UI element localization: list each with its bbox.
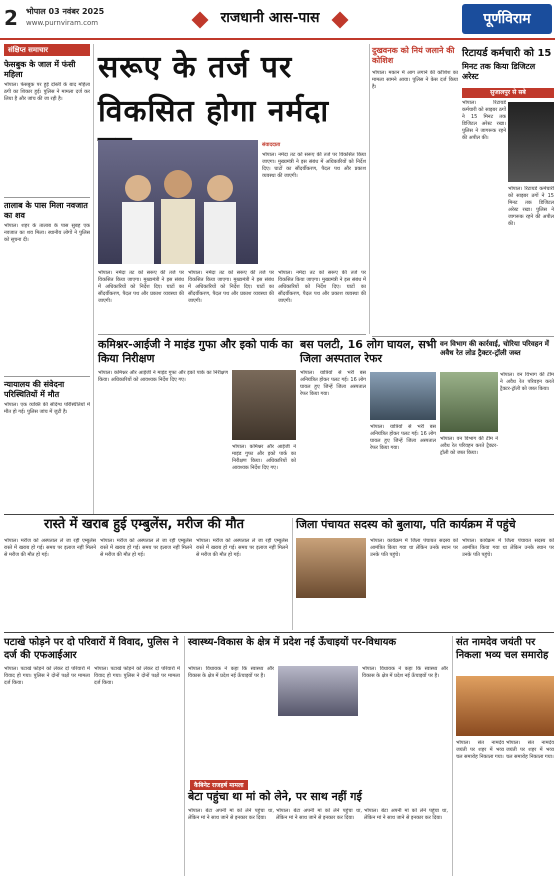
commissioner-headline[interactable]: कमिश्नर-आईजी ने माइंड गुफा और इको पार्क का किया निरीक्षण xyxy=(98,338,293,365)
brief-headline-1[interactable]: फेसबुक के जाल में फंसी महिला xyxy=(4,60,76,79)
brief-headline-3[interactable]: न्यायालय की संवेदना परिस्थितियों में मौत xyxy=(4,380,65,399)
namdev-photo xyxy=(456,676,554,736)
commissioner-text: भोपाल। कमिश्नर और आईजी ने माइंड गुफा और इको पार्क का निरीक्षण किया। अधिकारियों को आवश्यक निर्देश दिए गए। xyxy=(98,370,228,383)
lead-photo xyxy=(98,140,258,264)
district-text: भोपाल। कार्यक्रम में जिला पंचायत सदस्य को आमंत्रित किया गया था लेकिन उनके स्थान पर उनके पति पहुंचे। xyxy=(370,538,458,558)
forest-text: भोपाल। वन विभाग की टीम ने अवैध रेत परिवहन करते ट्रैक्टर-ट्रॉली को जब्त किया। xyxy=(500,372,554,392)
page-header xyxy=(0,0,555,40)
site-url[interactable]: www.purnviram.com xyxy=(26,19,99,27)
brief-text-2: भोपाल। शहर के तालाब के पास सुबह एक नवजात का शव मिला। स्थानीय लोगों ने पुलिस को सूचना दी। xyxy=(4,223,90,243)
brief-headline-2[interactable]: तालाब के पास मिला नवजात का शव xyxy=(4,201,88,220)
divider xyxy=(98,334,366,335)
divider xyxy=(4,632,554,633)
divider xyxy=(372,336,554,337)
column-rule xyxy=(369,44,370,334)
bus-text: भोपाल। यात्रियों से भरी बस अनियंत्रित होकर पलट गई। 16 लोग घायल हुए जिन्हें जिला अस्पताल रेफर किया गया। xyxy=(300,370,366,397)
brief-text-1: भोपाल। फेसबुक पर हुई दोस्ती के बाद महिला ठगी का शिकार हुई। पुलिस ने मामला दर्ज कर लिया है और जांच की जा रही है। xyxy=(4,82,90,102)
divider xyxy=(4,376,90,377)
digital-arrest-headline-1[interactable]: रिटायर्ड कर्मचारी को 15 xyxy=(462,48,552,59)
ambulance-text-3: भोपाल। मरीज को अस्पताल ले जा रही एम्बुलेंस रास्ते में खराब हो गई। समय पर इलाज नहीं मिलने से मरीज की मौत हो गई। xyxy=(196,538,288,558)
son-mother-text: भोपाल। बेटा अपनी मां को लेने पहुंचा था, लेकिन मां ने साथ जाने से इनकार कर दिया। xyxy=(188,808,274,821)
left-column xyxy=(4,44,90,514)
son-mother-text-3: भोपाल। बेटा अपनी मां को लेने पहुंचा था, लेकिन मां ने साथ जाने से इनकार कर दिया। xyxy=(364,808,448,821)
digital-arrest-subhead: सुजालपुर से सबे xyxy=(462,88,554,98)
forest-photo xyxy=(440,372,498,432)
digital-arrest-text: भोपाल। रिटायर्ड कर्मचारी को साइबर ठगों ने 15 मिनट तक डिजिटल अरेस्ट रखा। पुलिस ने जागरूक रहने की अपील की। xyxy=(462,100,506,141)
right-brief-text: भोपाल। मकान में आग लगाने की कोशिश का मामला सामने आया। पुलिस ने केस दर्ज किया है। xyxy=(372,70,458,90)
firecracker-headline[interactable]: पटाखे फोड़ने पर दो परिवारों में विवाद, पुलिस ने दर्ज की एफआईआर xyxy=(4,637,179,661)
place-date: भोपाल 03 नवंबर 2025 xyxy=(26,7,105,16)
son-mother-headline[interactable]: बेटा पहुंचा था मां को लेने, पर साथ नहीं गई xyxy=(188,790,362,803)
forest-headline[interactable]: वन विभाग की कार्रवाई, चोरिया परिवहन में अवैध रेत लोड ट्रैक्टर-ट्रॉली जब्त xyxy=(440,340,549,357)
lead-byline: संवाददाता xyxy=(262,142,281,148)
health-photo xyxy=(278,666,358,716)
district-text-2: भोपाल। कार्यक्रम में जिला पंचायत सदस्य को आमंत्रित किया गया था लेकिन उनके स्थान पर उनके पति पहुंचे। xyxy=(462,538,554,558)
namdev-headline[interactable]: संत नामदेव जयंती पर निकला भव्य चल समारोह xyxy=(456,637,549,661)
commissioner-text-2: भोपाल। कमिश्नर और आईजी ने माइंड गुफा और इको पार्क का निरीक्षण किया। अधिकारियों को आवश्यक निर्देश दिए गए। xyxy=(232,444,296,471)
ambulance-headline[interactable]: रास्ते में खराब हुई एम्बुलेंस, मरीज की मौत xyxy=(44,517,245,532)
column-rule xyxy=(184,636,185,876)
column-rule xyxy=(292,518,293,630)
health-headline[interactable]: स्वास्थ्य-विकास के क्षेत्र में प्रदेश नई ऊँचाइयों पर-विधायक xyxy=(188,637,397,648)
digital-arrest-text-2: भोपाल। रिटायर्ड कर्मचारी को साइबर ठगों ने 15 मिनट तक डिजिटल अरेस्ट रखा। पुलिस ने जागरूक रहने की अपील की। xyxy=(508,186,554,227)
forest-text-2: भोपाल। वन विभाग की टीम ने अवैध रेत परिवहन करते ट्रैक्टर-ट्रॉली को जब्त किया। xyxy=(440,436,498,456)
section-title: राजधानी आस-पास xyxy=(190,8,350,32)
column-rule xyxy=(452,636,453,876)
firecracker-text-2: भोपाल। पटाखे फोड़ने को लेकर दो परिवारों में विवाद हो गया। पुलिस ने दोनों पक्षों पर मामला दर्ज किया। xyxy=(94,666,180,686)
lead-text-col2: भोपाल। नर्मदा तट को सरूए की तर्ज पर विकसित किया जाएगा। मुख्यमंत्री ने इस संबंध में अधिकारियों को निर्देश दिए। घाटों का सौंदर्यीकरण, पैदल पथ और प्रकाश व्यवस्था की जाएगी। xyxy=(188,270,274,304)
health-text: भोपाल। विधायक ने कहा कि स्वास्थ्य और विकास के क्षेत्र में प्रदेश नई ऊँचाइयों पर है। xyxy=(188,666,274,679)
ambulance-text: भोपाल। मरीज को अस्पताल ले जा रही एम्बुलेंस रास्ते में खराब हो गई। समय पर इलाज नहीं मिलने से मरीज की मौत हो गई। xyxy=(4,538,96,558)
lead-text-col1: भोपाल। नर्मदा तट को सरूए की तर्ज पर विकसित किया जाएगा। मुख्यमंत्री ने इस संबंध में अधिकारियों को निर्देश दिए। घाटों का सौंदर्यीकरण, पैदल पथ और प्रकाश व्यवस्था की जाएगी। xyxy=(98,270,184,304)
ambulance-text-2: भोपाल। मरीज को अस्पताल ले जा रही एम्बुलेंस रास्ते में खराब हो गई। समय पर इलाज नहीं मिलने से मरीज की मौत हो गई। xyxy=(100,538,192,558)
health-text-2: भोपाल। विधायक ने कहा कि स्वास्थ्य और विकास के क्षेत्र में प्रदेश नई ऊँचाइयों पर है। xyxy=(362,666,448,679)
column-rule xyxy=(93,44,94,514)
district-headline[interactable]: जिला पंचायत सदस्य को बुलाया, पति कार्यक्रम में पहुंचे xyxy=(296,518,516,531)
news-brief-tag: संक्षिप्त समाचार xyxy=(4,44,90,56)
bus-text-2: भोपाल। यात्रियों से भरी बस अनियंत्रित होकर पलट गई। 16 लोग घायल हुए जिन्हें जिला अस्पताल रेफर किया गया। xyxy=(370,424,436,451)
people-photo-icon xyxy=(98,140,258,264)
commissioner-photo xyxy=(232,370,296,440)
brief-text-3: भोपाल। एक व्यक्ति की संदिग्ध परिस्थितियों में मौत हो गई। पुलिस जांच में जुटी है। xyxy=(4,402,90,415)
namdev-text: भोपाल। संत नामदेव जयंती पर शहर में भव्य चल समारोह निकाला गया। xyxy=(456,740,504,760)
page-number: 2 xyxy=(4,6,18,30)
lead-headline-2[interactable]: विकसित होगा नर्मदा xyxy=(98,94,330,129)
digital-arrest-headline-2[interactable]: मिनट तक किया डिजिटल अरेस्ट xyxy=(462,62,536,81)
divider xyxy=(4,514,554,515)
case-tag: कैबिनेट राजहर्ष मामला xyxy=(190,780,248,790)
firecracker-text: भोपाल। पटाखे फोड़ने को लेकर दो परिवारों में विवाद हो गया। पुलिस ने दोनों पक्षों पर मामला दर्ज किया। xyxy=(4,666,90,686)
brand-logo: पूर्णविराम xyxy=(462,4,552,34)
divider xyxy=(4,197,90,198)
phone-photo xyxy=(508,102,554,182)
lead-headline-1[interactable]: सरूए के तर्ज पर xyxy=(98,50,293,85)
son-mother-text-2: भोपाल। बेटा अपनी मां को लेने पहुंचा था, लेकिन मां ने साथ जाने से इनकार कर दिया। xyxy=(276,808,362,821)
namdev-text-2: भोपाल। संत नामदेव जयंती पर शहर में भव्य चल समारोह निकाला गया। xyxy=(506,740,554,760)
lead-text-col3: भोपाल। नर्मदा तट को सरूए की तर्ज पर विकसित किया जाएगा। मुख्यमंत्री ने इस संबंध में अधिकारियों को निर्देश दिए। घाटों का सौंदर्यीकरण, पैदल पथ और प्रकाश व्यवस्था की जाएगी। xyxy=(278,270,366,304)
lead-text-right: भोपाल। नर्मदा तट को सरूए की तर्ज पर विकसित किया जाएगा। मुख्यमंत्री ने इस संबंध में अधिकारियों को निर्देश दिए। घाटों का सौंदर्यीकरण, पैदल पथ और प्रकाश व्यवस्था की जाएगी। xyxy=(262,152,366,179)
bus-headline[interactable]: बस पलटी, 16 लोग घायल, सभी जिला अस्पताल रेफर xyxy=(300,338,437,365)
bus-photo xyxy=(370,372,436,420)
right-brief-headline[interactable]: दुखवनक को नियं जलाने की कोशिश xyxy=(372,46,455,65)
district-photo xyxy=(296,538,366,598)
